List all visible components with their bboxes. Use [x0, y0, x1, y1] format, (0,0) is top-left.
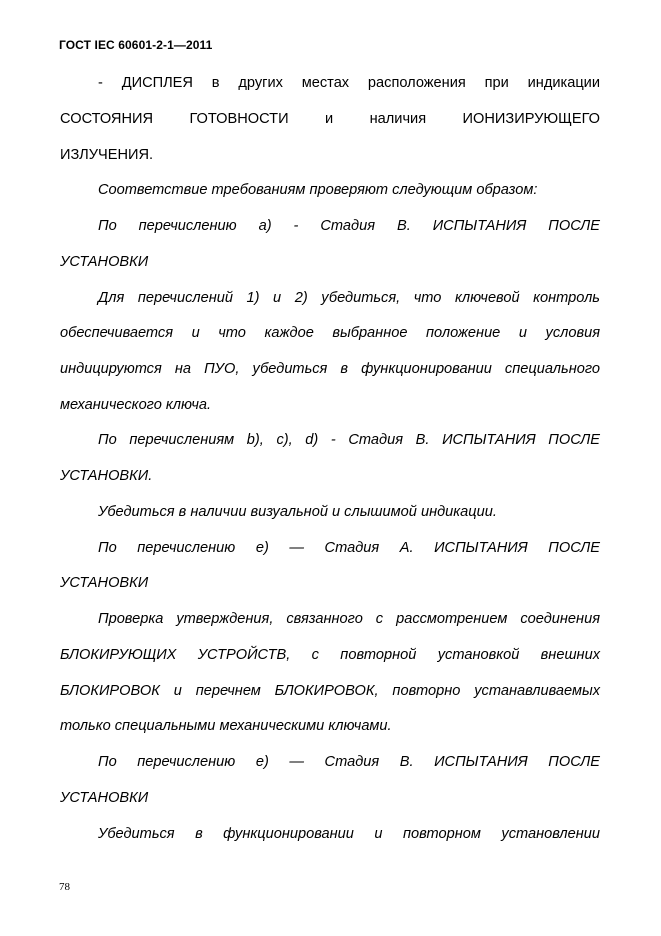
text-line: УСТАНОВКИ	[60, 575, 149, 591]
text-line: только специальными механическими ключами.	[60, 718, 392, 734]
text-line: Для перечислений 1) и 2) убедиться, что ключевой контроль	[98, 290, 600, 306]
text-line: Проверка утверждения, связанного с рассмотрением соединения	[98, 611, 600, 627]
page-number: 78	[59, 881, 70, 893]
text-line: Убедиться в функционировании и повторном установлении	[98, 826, 600, 842]
text-line: ИЗЛУЧЕНИЯ.	[60, 147, 154, 163]
text-line: - ДИСПЛЕЯ в других местах расположения при индикации	[98, 75, 600, 91]
text-line: По перечислению е) — Стадия В. ИСПЫТАНИЯ ПОСЛЕ	[98, 754, 600, 770]
text-line: УСТАНОВКИ	[60, 254, 149, 270]
text-line: По перечислению a) - Стадия В. ИСПЫТАНИЯ ПОСЛЕ	[98, 218, 600, 234]
text-line: Соответствие требованиям проверяют следующим образом:	[98, 182, 538, 198]
text-line: БЛОКИРОВОК и перечнем БЛОКИРОВОК, повторно устанавливаемых	[60, 683, 600, 699]
text-line: механического ключа.	[60, 397, 212, 413]
text-line: индицируются на ПУО, убедиться в функционировании специального	[60, 361, 600, 377]
document-header: ГОСТ IEC 60601-2-1—2011	[59, 38, 213, 52]
text-line: СОСТОЯНИЯ ГОТОВНОСТИ и наличия ИОНИЗИРУЮЩЕГО	[60, 111, 600, 127]
text-line: По перечислению е) — Стадия А. ИСПЫТАНИЯ ПОСЛЕ	[98, 540, 600, 556]
text-line: По перечислениям b), c), d) - Стадия В. ИСПЫТАНИЯ ПОСЛЕ	[98, 432, 600, 448]
text-line: Убедиться в наличии визуальной и слышимой индикации.	[98, 504, 497, 520]
text-line: обеспечивается и что каждое выбранное положение и условия	[60, 325, 600, 341]
text-line: БЛОКИРУЮЩИХ УСТРОЙСТВ, с повторной установкой внешних	[60, 647, 600, 663]
text-line: УСТАНОВКИ	[60, 790, 149, 806]
text-line: УСТАНОВКИ.	[60, 468, 153, 484]
